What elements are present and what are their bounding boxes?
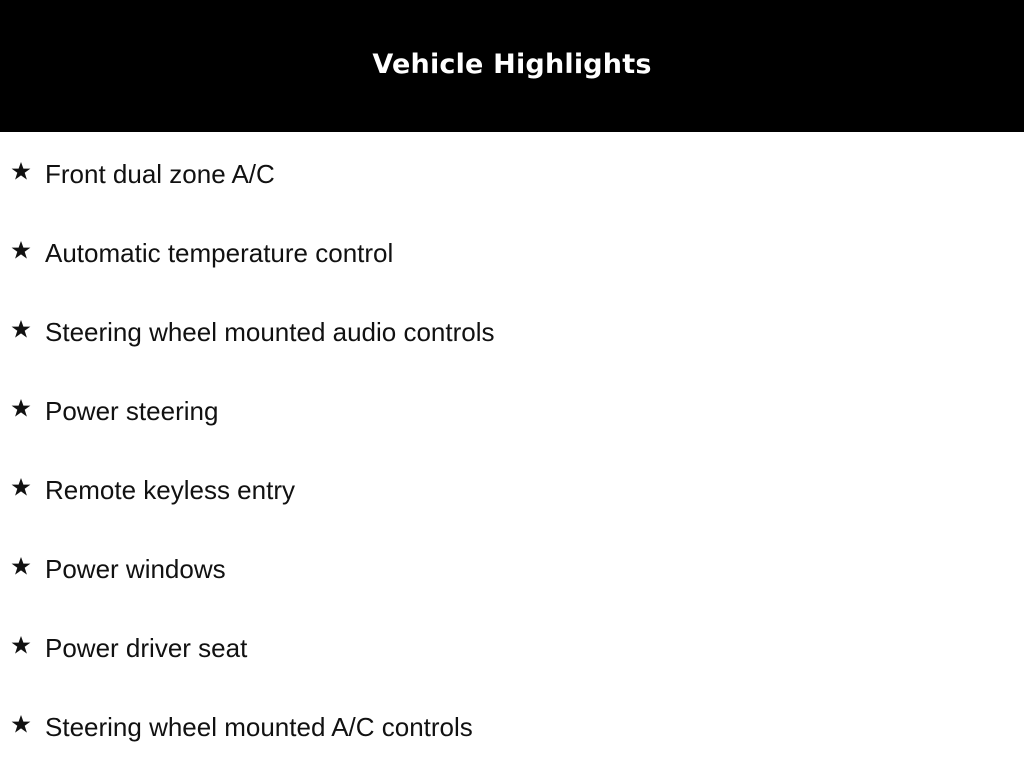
star-icon — [11, 556, 31, 576]
star-icon — [11, 635, 31, 655]
highlight-label: Front dual zone A/C — [45, 159, 275, 189]
star-icon — [11, 477, 31, 497]
star-icon — [11, 398, 31, 418]
highlight-label: Power driver seat — [45, 633, 248, 663]
star-icon — [11, 714, 31, 734]
highlight-label: Remote keyless entry — [45, 475, 295, 505]
page-title: Vehicle Highlights — [372, 48, 652, 80]
star-icon — [11, 161, 31, 181]
highlight-label: Automatic temperature control — [45, 238, 394, 268]
star-icon — [11, 319, 31, 339]
star-icon — [11, 240, 31, 260]
highlight-label: Steering wheel mounted audio controls — [45, 317, 495, 347]
header-bar — [0, 0, 1024, 132]
highlight-label: Power windows — [45, 554, 226, 584]
highlight-label: Steering wheel mounted A/C controls — [45, 712, 473, 742]
highlight-label: Power steering — [45, 396, 219, 426]
